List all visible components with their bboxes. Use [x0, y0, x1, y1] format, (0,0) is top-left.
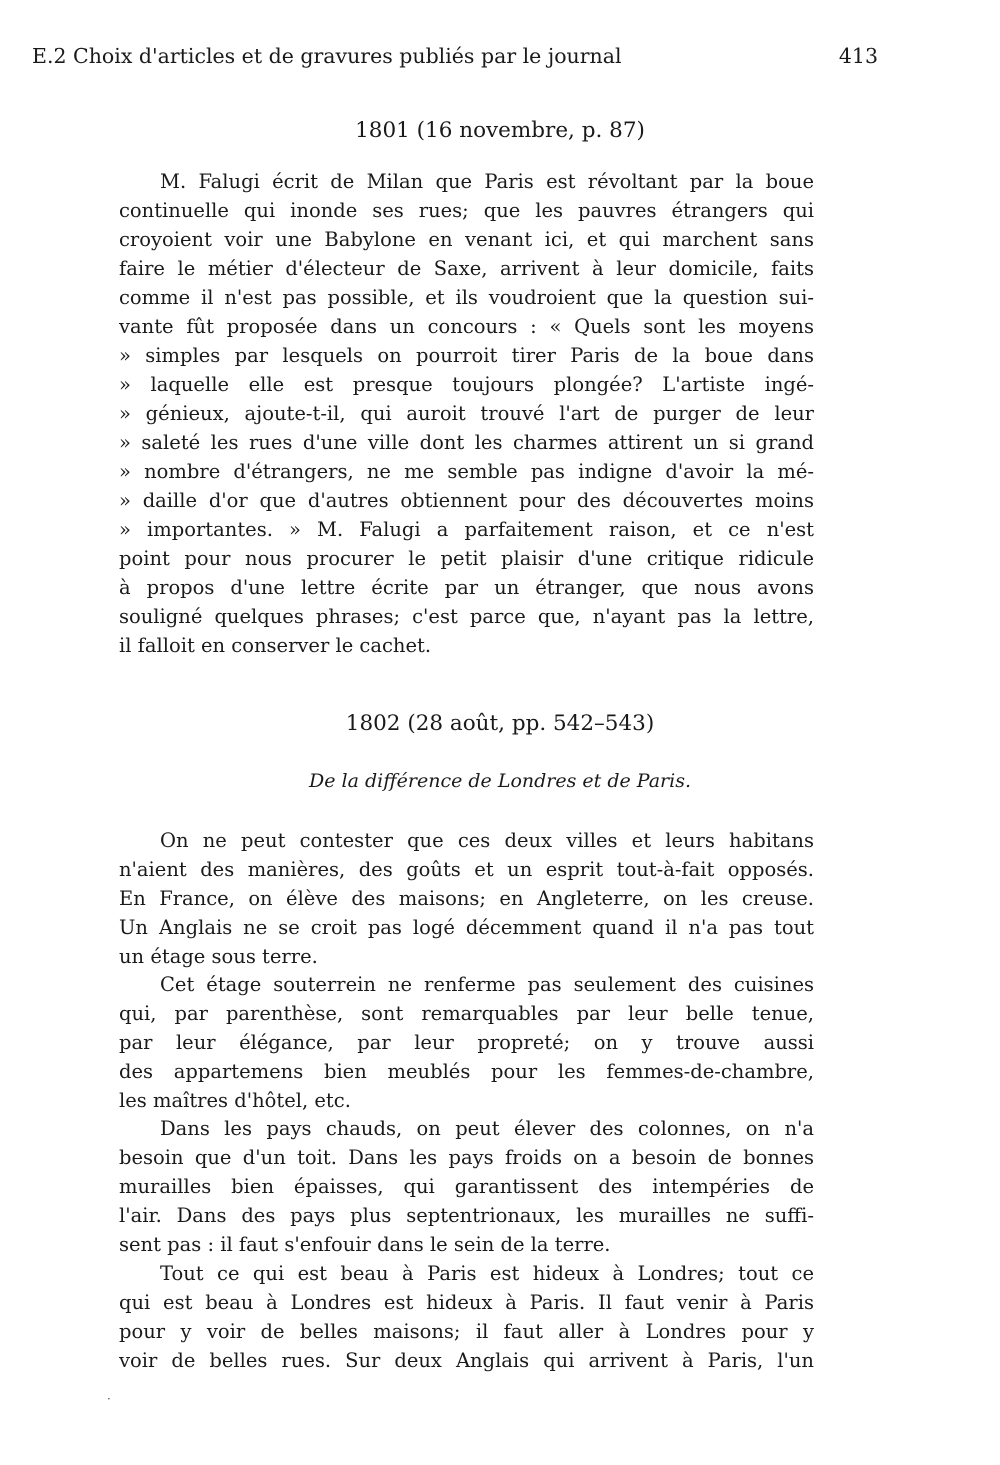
page-number: 413	[838, 44, 878, 68]
text-line: continuelle qui inonde ses rues; que les pauvres étrangers qui	[119, 199, 814, 222]
text-line: vante fût proposée dans un concours : « Quels sont les moyens	[119, 315, 814, 338]
text-line: Un Anglais ne se croit pas logé décemment quand il n'a pas tout	[119, 916, 814, 939]
text-line: pour y voir de belles maisons; il faut aller à Londres pour y	[119, 1320, 814, 1343]
text-line: l'air. Dans des pays plus septentrionaux, les murailles ne suffi-	[119, 1204, 814, 1227]
section-1801-heading: 1801 (16 novembre, p. 87)	[355, 118, 645, 143]
text-line: besoin que d'un toit. Dans les pays froids on a besoin de bonnes	[119, 1146, 814, 1169]
text-line: point pour nous procurer le petit plaisir d'une critique ridicule	[119, 547, 814, 570]
text-line: Cet étage souterrein ne renferme pas seulement des cuisines	[160, 973, 814, 996]
text-line: Tout ce qui est beau à Paris est hideux à Londres; tout ce	[160, 1262, 814, 1285]
text-line: souligné quelques phrases; c'est parce que, n'ayant pas la lettre,	[119, 605, 814, 628]
text-line: à propos d'une lettre écrite par un étranger, que nous avons	[119, 576, 814, 599]
text-line: il falloit en conserver le cachet.	[119, 634, 432, 657]
text-line: murailles bien épaisses, qui garantissent des intempéries de	[119, 1175, 814, 1198]
text-line: faire le métier d'électeur de Saxe, arrivent à leur domicile, faits	[119, 257, 814, 280]
stray-ink-mark: ·	[107, 1392, 111, 1406]
text-line: un étage sous terre.	[119, 945, 318, 968]
text-line: Dans les pays chauds, on peut élever des colonnes, on n'a	[160, 1117, 814, 1140]
section-1801-paragraph	[119, 167, 814, 660]
section-1802-paragraph-2	[119, 970, 814, 1115]
text-line: les maîtres d'hôtel, etc.	[119, 1089, 351, 1112]
text-line: » laquelle elle est presque toujours plongée? L'artiste ingé-	[119, 373, 814, 396]
text-line: voir de belles rues. Sur deux Anglais qui arrivent à Paris, l'un	[119, 1349, 814, 1372]
text-line: qui est beau à Londres est hideux à Paris. Il faut venir à Paris	[119, 1291, 814, 1314]
section-1802-subtitle: De la différence de Londres et de Paris.	[309, 770, 691, 792]
running-title: E.2 Choix d'articles et de gravures publiés par le journal	[32, 44, 622, 68]
text-line: qui, par parenthèse, sont remarquables par leur belle tenue,	[119, 1002, 814, 1025]
text-line: » importantes. » M. Falugi a parfaitement raison, et ce n'est	[119, 518, 814, 541]
section-1802-paragraph-3	[119, 1114, 814, 1259]
text-line: des appartemens bien meublés pour les femmes-de-chambre,	[119, 1060, 814, 1083]
section-1802-heading: 1802 (28 août, pp. 542–543)	[345, 711, 655, 736]
text-line: En France, on élève des maisons; en Angleterre, on les creuse.	[119, 887, 814, 910]
text-line: » génieux, ajoute-t-il, qui auroit trouvé l'art de purger de leur	[119, 402, 814, 425]
text-line: » simples par lesquels on pourroit tirer Paris de la boue dans	[119, 344, 814, 367]
text-line: » nombre d'étrangers, ne me semble pas indigne d'avoir la mé-	[119, 460, 814, 483]
section-1802-paragraph-4	[119, 1259, 814, 1375]
text-line: comme il n'est pas possible, et ils voudroient que la question sui-	[119, 286, 814, 309]
text-line: » saleté les rues d'une ville dont les charmes attirent un si grand	[119, 431, 814, 454]
text-line: » daille d'or que d'autres obtiennent pour des découvertes moins	[119, 489, 814, 512]
text-line: croyoient voir une Babylone en venant ici, et qui marchent sans	[119, 228, 814, 251]
text-line: n'aient des manières, des goûts et un esprit tout-à-fait opposés.	[119, 858, 814, 881]
text-line: sent pas : il faut s'enfouir dans le sein de la terre.	[119, 1233, 611, 1256]
section-1802-paragraph-1	[119, 826, 814, 971]
text-line: On ne peut contester que ces deux villes et leurs habitans	[160, 829, 814, 852]
text-line: M. Falugi écrit de Milan que Paris est révoltant par la boue	[160, 170, 814, 193]
text-line: par leur élégance, par leur propreté; on y trouve aussi	[119, 1031, 814, 1054]
